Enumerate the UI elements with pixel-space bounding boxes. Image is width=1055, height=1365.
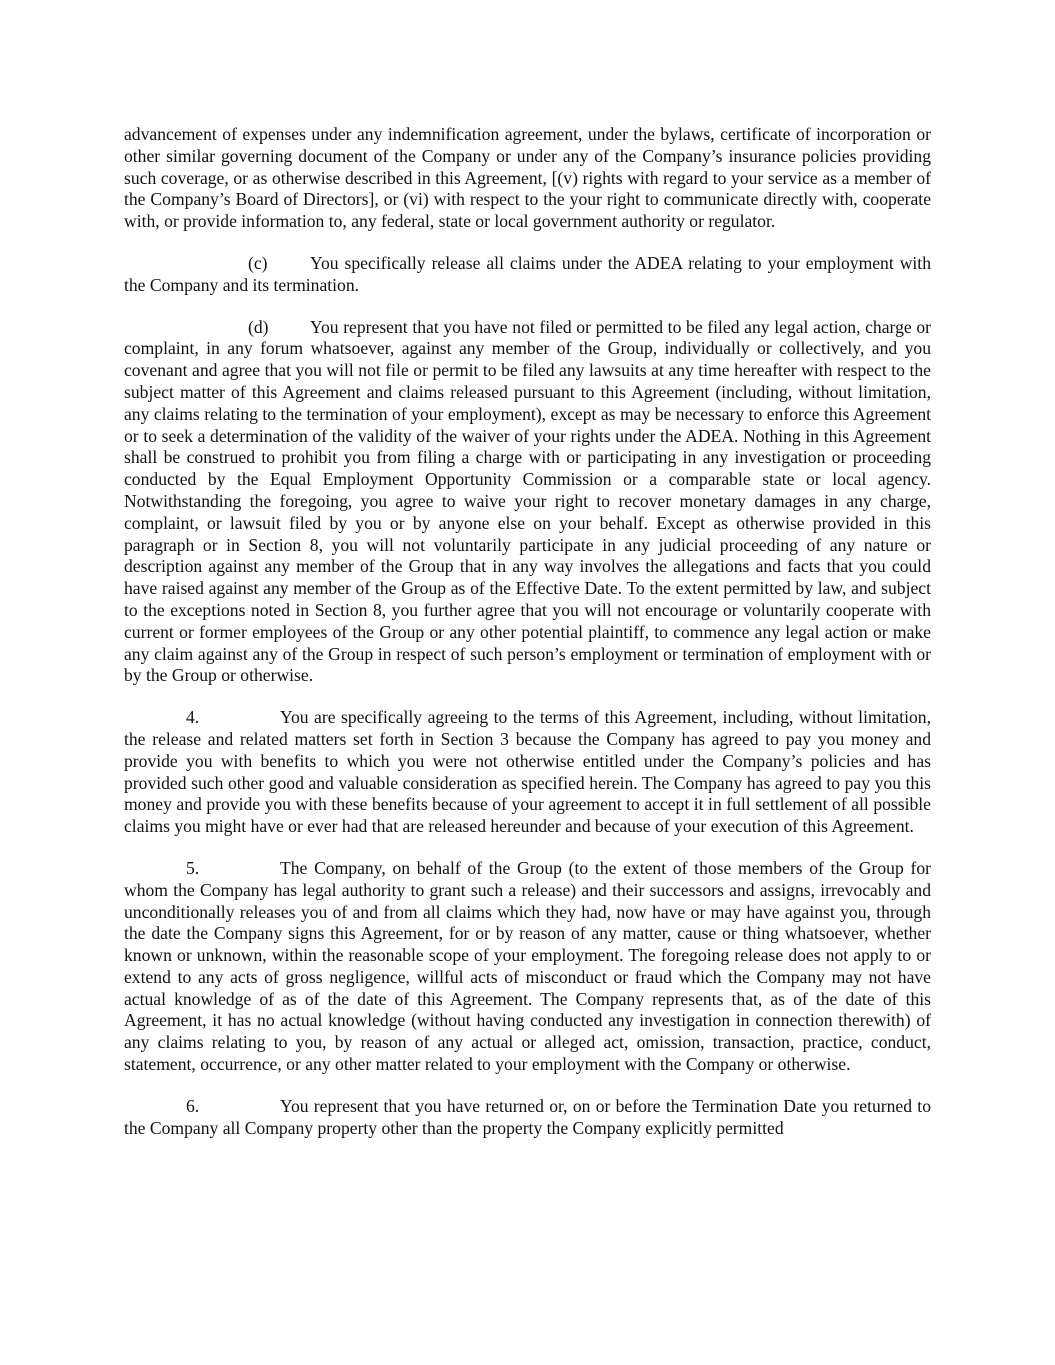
section-text: The Company, on behalf of the Group (to the extent of those members of the Group for whom the Company has legal authority to grant such a release) and their successors and assigns, irrevocably and unconditionally releases you of and from all claims which they had, now have or may have against you, through the date the Company signs this Agreement, for or by reason of any matter, cause or thing whatsoever, whether known or unknown, within the reasonable scope of your employment. The foregoing release does not apply to or extend to any acts of gross negligence, willful acts of misconduct or fraud which the Company may not have actual knowledge of as of the date of this Agreement. The Company represents that, as of the date of this Agreement, it has no actual knowledge (without having conducted any investigation in connection therewith) of any claims relating to you, by reason of any actual or alleged act, omission, transaction, practice, conduct, statement, occurrence, or any other matter related to your employment with the Company or otherwise. [124,857,931,1075]
section-text: You are specifically agreeing to the terms of this Agreement, including, without limitation, the release and related matters set forth in Section 3 because the Company has agreed to pay you money and provide you with benefits to which you were not otherwise entitled under the Company’s policies and has provided such other good and valuable consideration as specified herein. The Company has agreed to pay you this money and provide you with these benefits because of your agreement to accept it in full settlement of all possible claims you might have or ever had that are released hereunder and because of your execution of this Agreement. [124,707,931,837]
paragraph-text: You represent that you have not filed or permitted to be filed any legal action, charge or complaint, in any forum whatsoever, against any member of the Group, individually or collectively, and you covenant and agree that you will not file or permit to be filed any lawsuits at any time hereafter with respect to the subject matter of this Agreement and claims released pursuant to this Agreement (including, without limitation, any claims relating to the termination of your employment), except as may be necessary to enforce this Agreement or to seek a determination of the validity of the waiver of your rights under the ADEA. Nothing in this Agreement shall be construed to prohibit you from filing a charge with or participating in any investigation or proceeding conducted by the Equal Employment Opportunity Commission or a comparable state or local agency. Notwithstanding the foregoing, you agree to waive your right to recover monetary damages in any charge, complaint, or lawsuit filed by you or by anyone else on your behalf. Except as otherwise provided in this paragraph or in Section 8, you will not voluntarily participate in any judicial proceeding of any nature or description against any member of the Group that in any way involves the allegations and facts that you could have raised against any member of the Group as of the Effective Date. To the extent permitted by law, and subject to the exceptions noted in Section 8, you further agree that you will not encourage or voluntarily cooperate with current or former employees of the Group or any other potential plaintiff, to commence any legal action or make any claim against any of the Group in respect of such person’s employment or termination of employment with or by the Group or otherwise. [124,316,931,686]
section-number: 5. [186,857,200,878]
section-number: 4. [186,707,200,728]
paragraph-3b-continuation: advancement of expenses under any indemnification agreement, under the bylaws, certificate of incorporation or other similar governing document of the Company or under any of the Company’s insurance policies providing such coverage, or as otherwise described in this Agreement, [(v) rights with regard to your service as a member of the Company’s Board of Directors], or (vi) with respect to the your right to communicate directly with, cooperate with, or provide information to, any federal, state or local government authority or regulator. [124,124,931,232]
paragraph-3d [124,317,931,688]
document-page [124,124,931,1159]
section-number: 6. [186,1095,200,1116]
paragraph-marker: (c) [248,252,268,273]
paragraph-text: You specifically release all claims under the ADEA relating to your employment with the Company and its termination. [124,252,931,295]
section-text: You represent that you have returned or, on or before the Termination Date you returned to the Company all Company property other than the property the Company explicitly permitted [124,1095,931,1138]
paragraph-marker: (d) [248,316,269,337]
paragraph-3c [124,253,931,297]
section-4 [124,707,931,838]
section-6 [124,1096,931,1140]
section-5 [124,858,931,1076]
